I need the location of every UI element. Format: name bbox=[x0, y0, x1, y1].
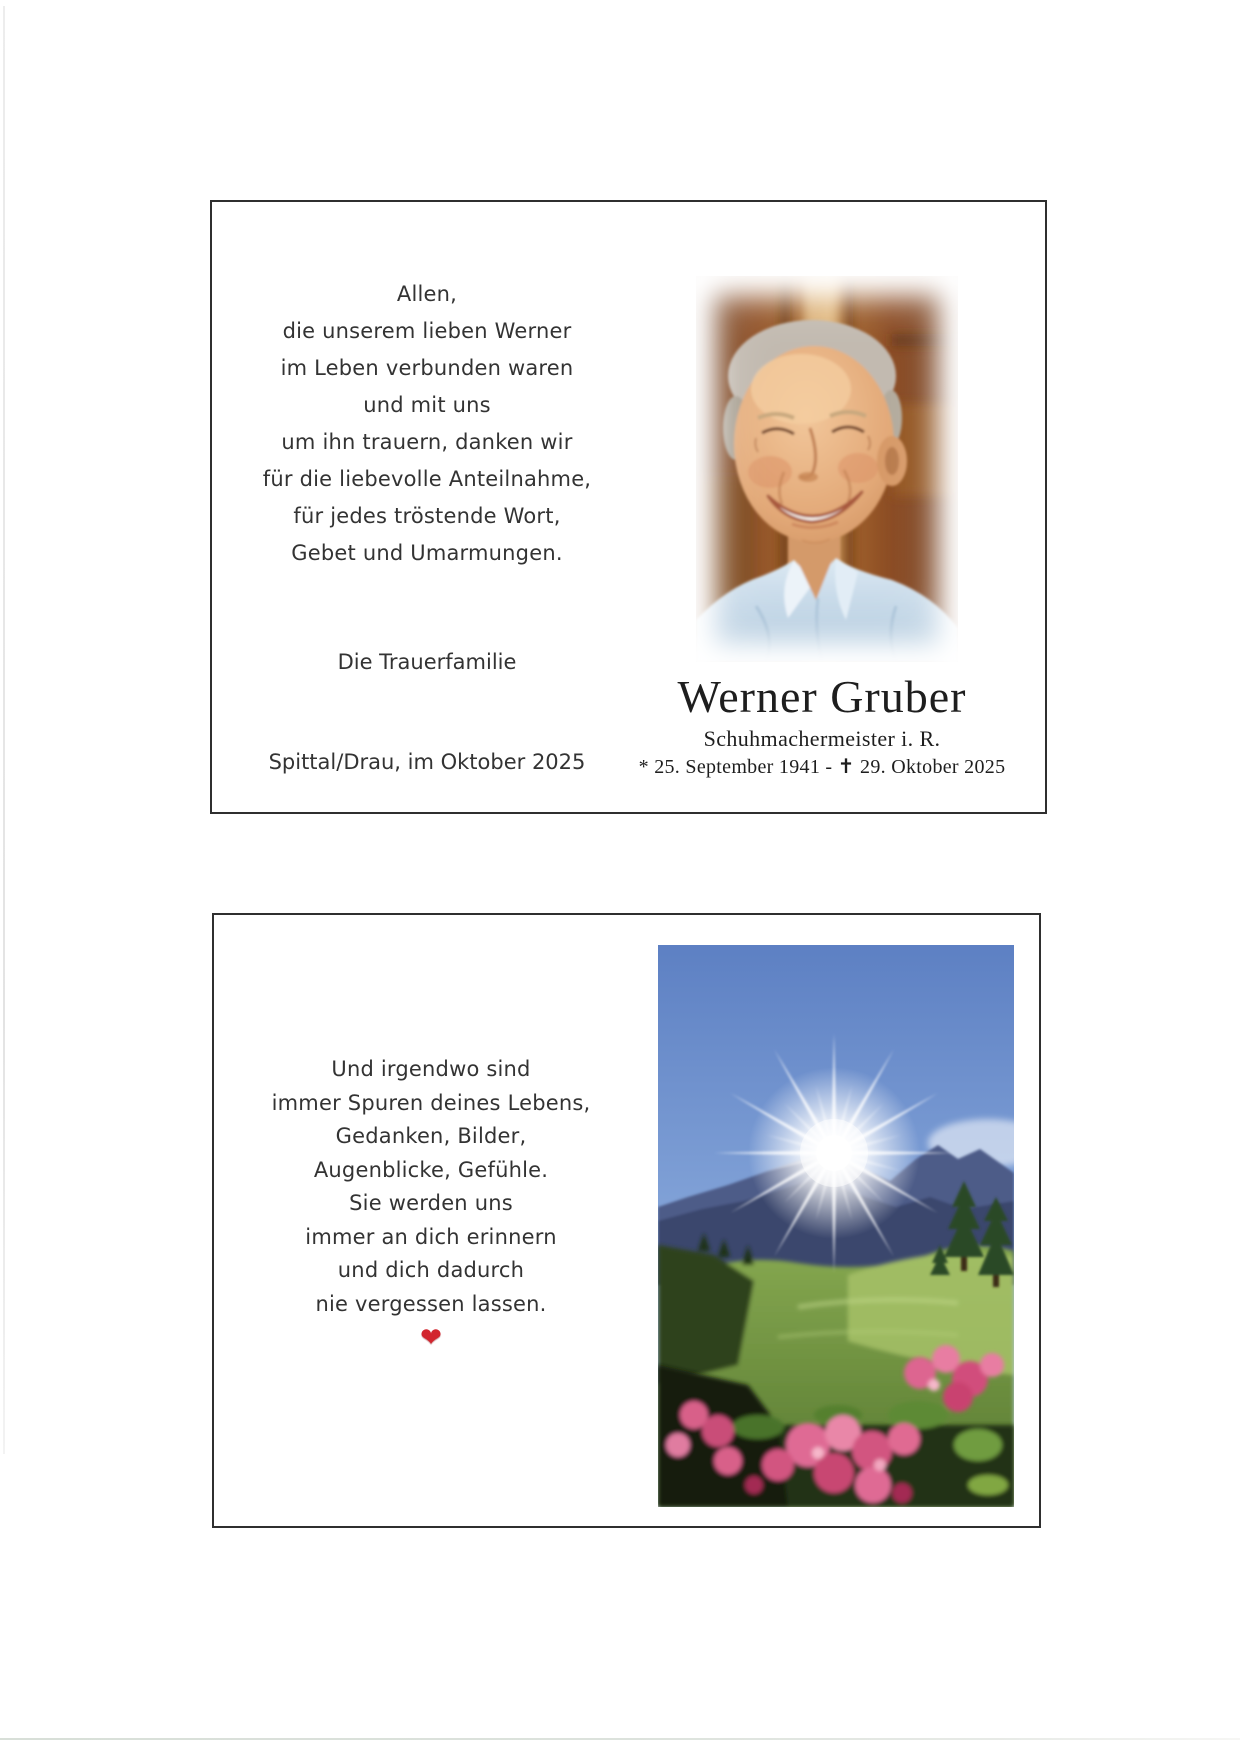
poem-line: immer an dich erinnern bbox=[305, 1224, 557, 1249]
family-signature: Die Trauerfamilie bbox=[337, 650, 517, 674]
poem-line: Augenblicke, Gefühle. bbox=[313, 1157, 549, 1182]
memorial-card-back bbox=[212, 913, 1041, 1528]
mountain-sunrise-photo bbox=[658, 945, 1014, 1507]
memorial-card-front bbox=[210, 200, 1047, 814]
poem-line: Und irgendwo sind bbox=[331, 1057, 531, 1081]
thank-you-line: Gebet und Umarmungen. bbox=[291, 541, 563, 565]
poem-line: Gedanken, Bilder, bbox=[335, 1124, 527, 1148]
place-date-line: Spittal/Drau, im Oktober 2025 bbox=[268, 750, 586, 774]
poem-line: und dich dadurch bbox=[337, 1258, 525, 1282]
poem-line: immer Spuren deines Lebens, bbox=[271, 1090, 591, 1115]
scan-artifact-line-left bbox=[3, 6, 5, 1454]
scan-artifact-line-bottom bbox=[0, 1738, 1240, 1740]
poem-text bbox=[226, 1053, 636, 1321]
mountain-sunrise-graphic bbox=[658, 945, 1014, 1507]
portrait-photo bbox=[696, 276, 958, 662]
thank-you-text bbox=[222, 276, 632, 572]
deceased-name: Werner Gruber bbox=[677, 671, 967, 722]
thank-you-line: die unserem lieben Werner bbox=[282, 319, 572, 343]
deceased-dates: * 25. September 1941 - ✝ 29. Oktober 2025 bbox=[638, 755, 1006, 778]
heart-icon: ❤ bbox=[420, 1323, 442, 1353]
thank-you-line: für jedes tröstende Wort, bbox=[293, 504, 561, 528]
deceased-profession: Schuhmachermeister i. R. bbox=[703, 725, 941, 751]
poem-line: Sie werden uns bbox=[349, 1191, 513, 1215]
photo-feather-edge bbox=[696, 276, 958, 662]
deceased-name-block bbox=[587, 672, 1057, 779]
thank-you-line: und mit uns bbox=[363, 393, 491, 417]
thank-you-line: für die liebevolle Anteilnahme, bbox=[262, 467, 592, 491]
thank-you-line: im Leben verbunden waren bbox=[280, 356, 574, 380]
thank-you-line: um ihn trauern, danken wir bbox=[281, 430, 573, 454]
poem-line: nie vergessen lassen. bbox=[315, 1291, 547, 1316]
thank-you-line: Allen, bbox=[396, 282, 458, 306]
